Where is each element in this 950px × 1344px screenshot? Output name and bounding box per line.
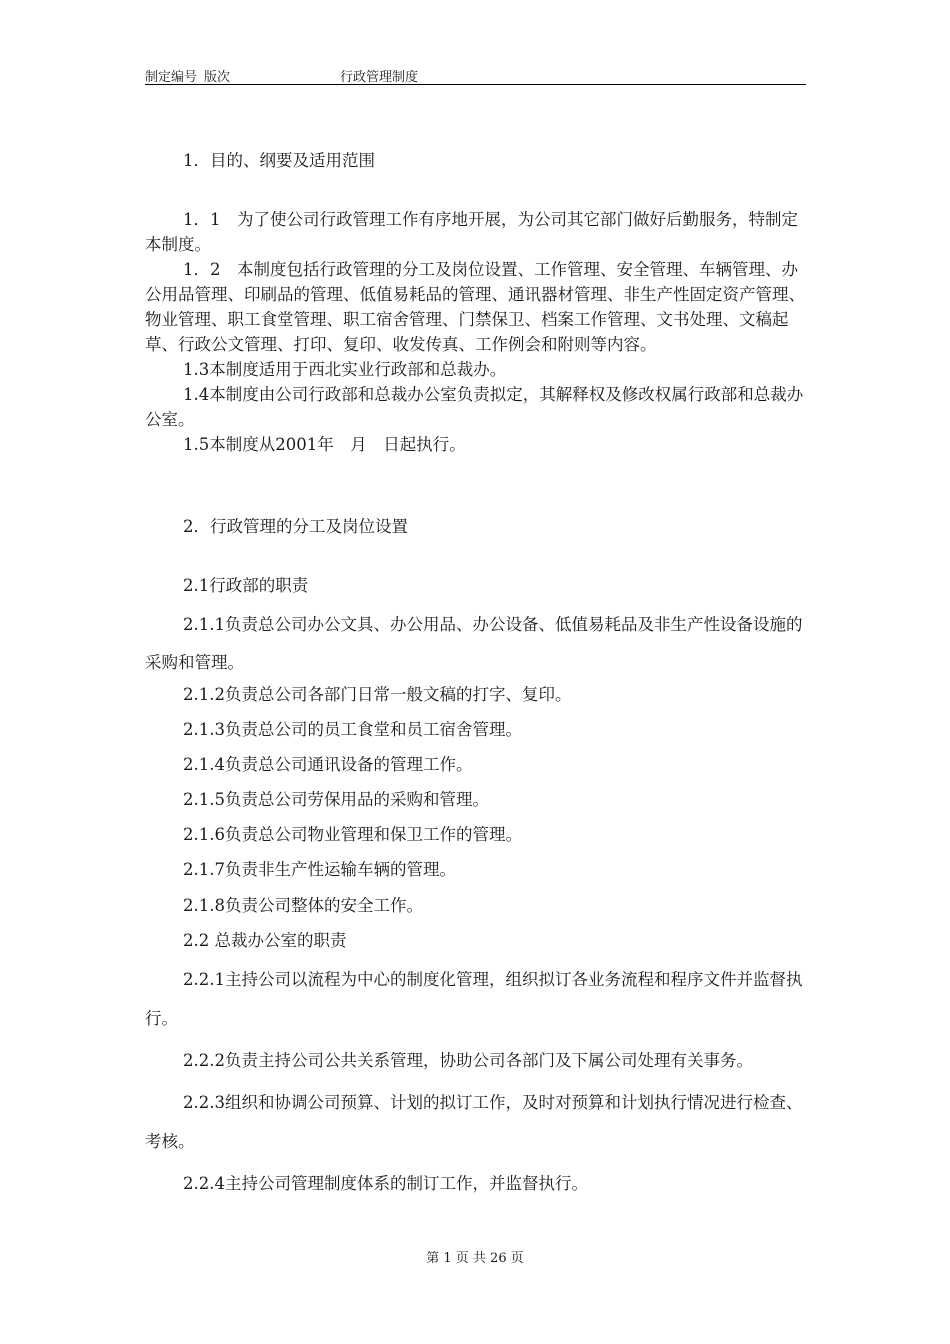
paragraph-1-1: 1．1 为了使公司行政管理工作有序地开展，为公司其它部门做好后勤服务，特制定本制度。	[145, 210, 798, 254]
paragraph-1-4: 1.4本制度由公司行政部和总裁办公室负责拟定，其解释权及修改权属行政部和总裁办公室。	[145, 385, 804, 429]
paragraph-2-1-8: 2.1.8负责公司整体的安全工作。	[183, 896, 423, 915]
section1-heading: 1．目的、纲要及适用范围	[183, 151, 375, 170]
paragraph-1-2: 1．2 本制度包括行政管理的分工及岗位设置、工作管理、安全管理、车辆管理、办公用品管理、印刷品的管理、低值易耗品的管理、通讯器材管理、非生产性固定资产管理、物业管理、职工食堂管理、职工宿舍管理、门禁保卫、档案工作管理、文书处理、文稿起草、行政公文管理、打印、复印、收发传真、工作例会和附则等内容。	[145, 260, 805, 354]
paragraph-2-2-1: 2.2.1主持公司以流程为中心的制度化管理，组织拟订各业务流程和程序文件并监督执行。	[145, 970, 803, 1028]
paragraph-1-3: 1.3本制度适用于西北实业行政部和总裁办。	[183, 360, 507, 379]
subsection-2-2: 2.2 总裁办公室的职责	[183, 931, 347, 950]
paragraph-2-2-4: 2.2.4主持公司管理制度体系的制订工作，并监督执行。	[183, 1174, 588, 1193]
header-code-label: 制定编号	[145, 70, 198, 85]
paragraph-2-1-7: 2.1.7负责非生产性运输车辆的管理。	[183, 860, 456, 879]
section2-1-1	[145, 606, 807, 682]
paragraph-2-1-5: 2.1.5负责总公司劳保用品的采购和管理。	[183, 790, 489, 809]
header-version-label: 版次	[204, 70, 231, 85]
page-header	[145, 66, 806, 85]
header-doc-title: 行政管理制度	[340, 70, 419, 85]
paragraph-2-1-2: 2.1.2负责总公司各部门日常一般文稿的打字、复印。	[183, 685, 572, 704]
paragraph-2-2-2: 2.2.2负责主持公司公共关系管理，协助公司各部门及下属公司处理有关事务。	[183, 1051, 753, 1070]
section2-heading: 2．行政管理的分工及岗位设置	[183, 517, 408, 536]
paragraph-2-1-1: 2.1.1负责总公司办公文具、办公用品、办公设备、低值易耗品及非生产性设备设施的采购和管理。	[145, 615, 803, 672]
page-footer: 第 1 页 共 26 页	[426, 1251, 524, 1266]
paragraph-2-1-6: 2.1.6负责总公司物业管理和保卫工作的管理。	[183, 825, 522, 844]
section2-2-body	[145, 960, 807, 1203]
section1-body	[145, 207, 807, 457]
paragraph-1-5: 1.5本制度从2001年 月 日起执行。	[183, 435, 466, 454]
paragraph-2-1-4: 2.1.4负责总公司通讯设备的管理工作。	[183, 755, 473, 774]
subsection-2-1: 2.1行政部的职责	[183, 576, 309, 595]
paragraph-2-1-3: 2.1.3负责总公司的员工食堂和员工宿舍管理。	[183, 720, 522, 739]
paragraph-2-2-3: 2.2.3组织和协调公司预算、计划的拟订工作，及时对预算和计划执行情况进行检查、考核。	[145, 1093, 803, 1151]
